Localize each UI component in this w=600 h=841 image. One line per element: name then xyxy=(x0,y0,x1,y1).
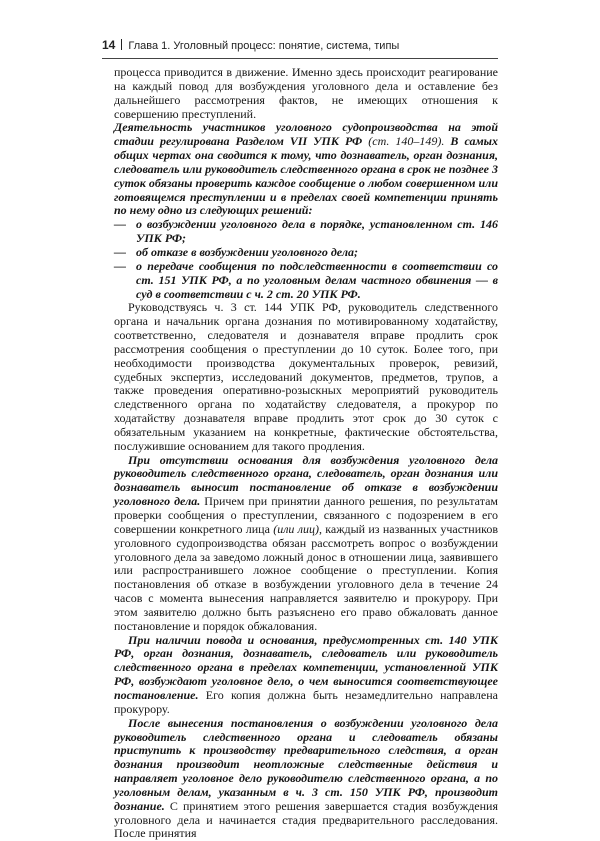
paragraph-initiation xyxy=(114,634,498,717)
paragraph-intro-continuation: процесса приводится в движение. Именно здесь происходит реагирование на каждый повод для возбуждения уголовного дела и оставление без дальнейшего рассмотрения фактов, не имеющих отношения к совершению преступлений. xyxy=(114,65,498,121)
list-dash: — xyxy=(114,258,126,273)
decision-list xyxy=(114,218,498,301)
refusal-text-b: , каждый из названных участников уголовного судопроизводства обязан рассмотреть вопрос о возбуждении уголовного дела за заведомо ложный донос в отношении лица, заявившего или распространившего ложное сообщение о преступлении. Копия постановления об отказе в возбуждении уголовного дела в течение 24 часов с момента вынесения направляется заявителю и прокурору. При этом заявителю должно быть разъяснено его право обжаловать данное постановление и порядок обжалования. xyxy=(114,521,499,633)
page-number: 14 xyxy=(102,38,116,52)
after-initiation-text: С принятием этого решения завершается стадия возбуждения уголовного дела и начинается стадия предварительного расследования. После принятия xyxy=(114,798,498,841)
refusal-text-a: Причем при принятии данного решения, по результатам проверки сообщения о преступлении, связанного с подозрением в его совершении конкретного лица xyxy=(114,494,498,536)
paragraph-stage-activity xyxy=(114,121,498,218)
article-range: (ст. 140–149). xyxy=(368,134,445,149)
list-dash: — xyxy=(114,244,126,259)
chapter-title: Глава 1. Уголовный процесс: понятие, система, типы xyxy=(128,40,400,52)
running-header xyxy=(102,38,498,52)
list-item: — об отказе в возбуждении уголовного дела; xyxy=(114,244,358,259)
list-item: — о возбуждении уголовного дела в порядке, установленном ст. 146 УПК РФ; xyxy=(114,217,498,246)
paragraph-after-initiation xyxy=(114,717,498,841)
refusal-italic: (или лиц) xyxy=(273,521,319,536)
paragraph-refusal xyxy=(114,454,498,634)
after-initiation-rule-text: После вынесения постановления о возбуждении уголовного дела руководитель следственного органа и следователь обязаны приступить к производству предварительного следствия, а орган дознания производит неотложные следственные действия и направляет уголовное дело руководителю следственного органа, а по уголовным делам, указанным в ч. 3 ст. 150 УПК РФ, производит дознание. xyxy=(114,715,498,813)
initiation-copy-text: Его копия должна быть незамедлительно направлена прокурору. xyxy=(114,687,498,716)
list-dash: — xyxy=(114,217,126,232)
initiation-rule-text: При наличии повода и основания, предусмотренных ст. 140 УПК РФ, орган дознания, дознаватель, следователь или руководитель следственного органа в пределах компетенции, установленной УПК РФ, возбуждают уголовное дело, о чем выносится соответствующее постановление. xyxy=(114,632,498,702)
paragraph-extension: Руководствуясь ч. 3 ст. 144 УПК РФ, руководитель следственного органа и начальник органа дознания по мотивированному ходатайству, соответственно, следователя и дознавателя вправе продлить срок рассмотрения сообщения о преступлении до 10 суток. Более того, при необходимости производства документальных проверок, ревизий, судебных экспертиз, исследований документов, предметов, трупов, а также проведения оперативно-розыскных мероприятий руководитель следственного органа по ходатайству следователя, а прокурор по ходатайству дознавателя вправе продлить этот срок до 30 суток с обязательным указанием на конкретные, фактические обстоятельства, послужившие основанием для такого продления. xyxy=(114,300,498,453)
stage-regulation-text: Деятельность участников уголовного судопроизводства на этой стадии регулирована Разделом VII УПК РФ xyxy=(114,120,498,149)
header-rule xyxy=(102,58,498,59)
list-item: — о передаче сообщения по подследственности в соответствии со ст. 151 УПК РФ, а по уголовным делам частного обвинения — в суд в соответствии с ч. 2 ст. 20 УПК РФ. xyxy=(114,258,498,301)
stage-duties-text: В самых общих чертах она сводится к тому, что дознаватель, орган дознания, следователь или руководитель следственного органа в срок не позднее 3 суток обязаны проверить каждое сообщение о любом совершенном или готовящемся преступлении и в пределах своей компетенции принять по нему одно из следующих решений: xyxy=(114,134,499,218)
refusal-rule-text: При отсутствии основания для возбуждения уголовного дела руководитель следственного органа, следователь, орган дознания или дознаватель выносит постановление об отказе в возбуждении уголовного дела. xyxy=(114,452,498,509)
header-separator xyxy=(121,39,122,50)
body-text xyxy=(114,66,498,841)
